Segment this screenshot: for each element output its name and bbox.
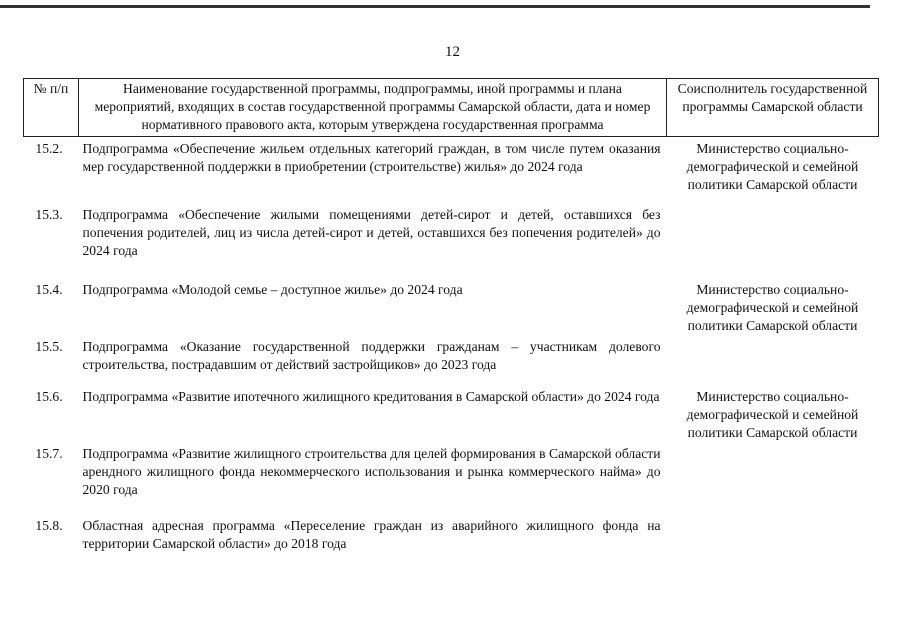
row-program-name: Подпрограмма «Развитие ипотечного жилищного кредитования в Самарской области» до 2024 года [82, 388, 660, 404]
row-coexecutor [667, 203, 879, 278]
row-program-name: Подпрограмма «Развитие жилищного строительства для целей формирования в Самарской области арендного жилищного фонда некоммерческого использования и рынка коммерческого найма» до 2020 года [82, 445, 661, 497]
row-coexecutor: Министерство социально-демографической и семейной политики Самарской области [686, 388, 859, 440]
top-rule [0, 5, 870, 8]
page-number: 12 [445, 44, 460, 60]
table-row [24, 385, 879, 442]
programs-table [23, 78, 879, 554]
table-row [24, 335, 879, 385]
row-program-name: Подпрограмма «Обеспечение жильем отдельных категорий граждан, в том числе путем оказания мер государственной поддержки в приобретении (строительстве) жилья» до 2024 года [82, 141, 661, 174]
row-program-name: Подпрограмма «Оказание государственной поддержки гражданам – участникам долевого строительства, пострадавшим от действий застройщиков» до 2023 года [82, 338, 661, 372]
row-program-name: Подпрограмма «Молодой семье – доступное жилье» до 2024 года [82, 281, 463, 297]
row-coexecutor [667, 442, 879, 514]
row-number: 15.5. [35, 338, 63, 354]
table-row [24, 278, 879, 335]
row-coexecutor [667, 335, 879, 385]
table-row [24, 137, 879, 203]
row-program-name: Подпрограмма «Обеспечение жилыми помещениями детей-сирот и детей, оставшихся без попечения родителей, лиц из числа детей-сирот и детей, оставшихся без попечения родителей» до 2024 года [82, 206, 661, 258]
row-number: 15.7. [35, 445, 63, 461]
table-row [24, 203, 879, 278]
header-num: № п/п [24, 79, 79, 137]
table-row [24, 514, 879, 554]
row-number: 15.4. [35, 281, 63, 297]
row-number: 15.2. [35, 141, 63, 156]
row-coexecutor: Министерство социально-демографической и семейной политики Самарской области [686, 141, 859, 192]
row-coexecutor: Министерство социально-демографической и семейной политики Самарской области [686, 281, 859, 333]
row-number: 15.3. [35, 206, 63, 222]
row-program-name: Областная адресная программа «Переселение граждан из аварийного жилищного фонда на территории Самарской области» до 2018 года [82, 517, 661, 551]
row-number: 15.8. [35, 517, 63, 533]
row-coexecutor [667, 514, 879, 554]
table-row [24, 442, 879, 514]
header-name: Наименование государственной программы, подпрограммы, иной программы и плана мероприятий, входящих в состав государственной программы Самарской области, дата и номер нормативного правового акта, которым утверждена государственная программа [79, 79, 667, 137]
header-coexecutor: Соисполнитель государственной программы Самарской области [667, 79, 879, 137]
table-header-row [24, 79, 879, 137]
row-number: 15.6. [35, 388, 63, 404]
